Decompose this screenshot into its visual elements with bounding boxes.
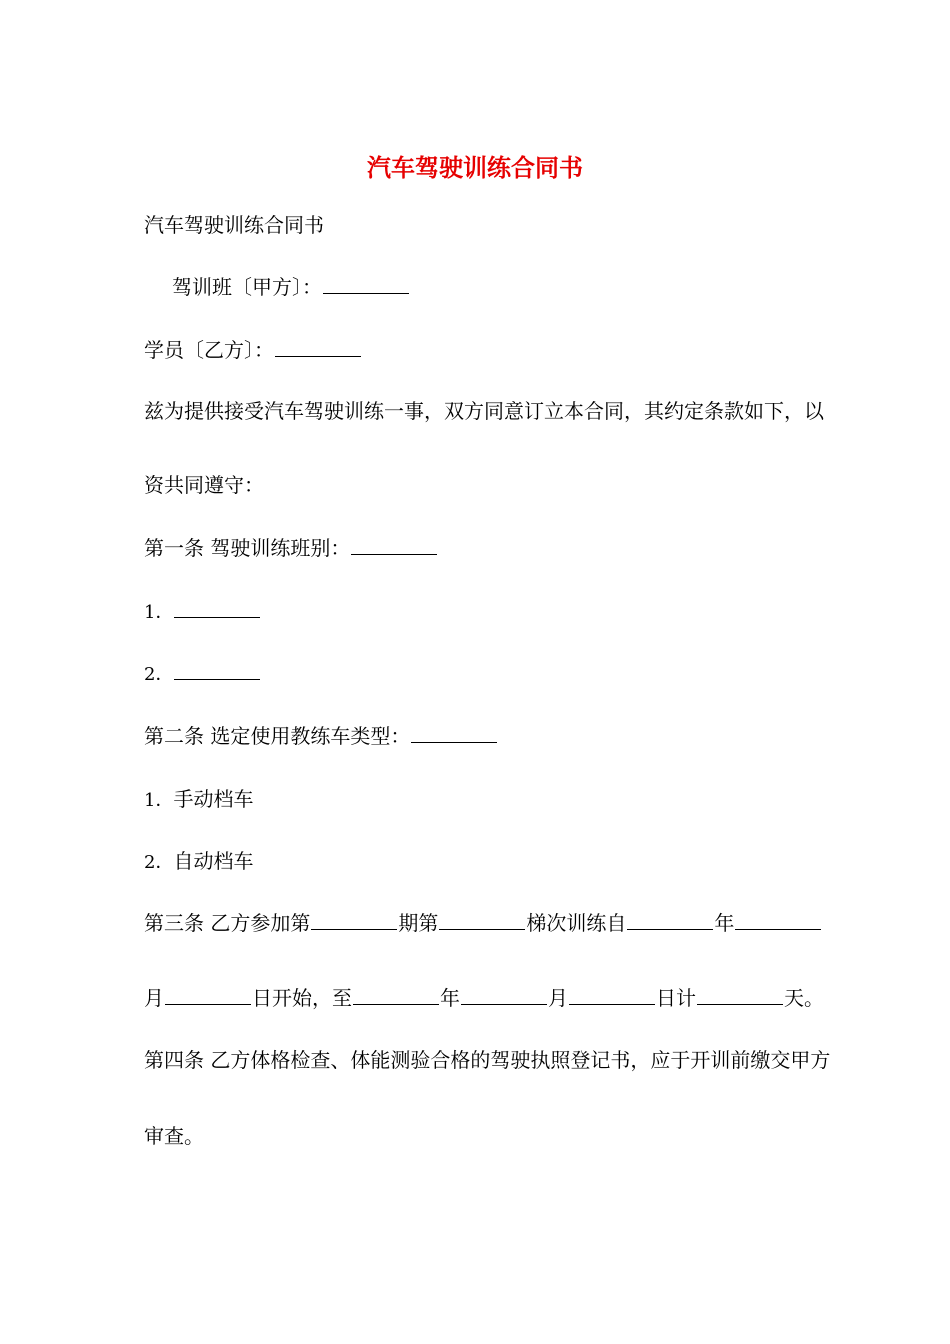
article-2-heading: 第二条 选定使用教练车类型：	[144, 724, 411, 748]
article-2-heading-line	[144, 722, 498, 750]
start-day-blank[interactable]	[165, 984, 251, 1005]
item-number: 2．	[144, 852, 174, 873]
article-1-blank[interactable]	[351, 534, 437, 555]
party-b-line	[144, 336, 362, 364]
party-a-blank[interactable]	[323, 273, 409, 294]
article-2-item-2	[144, 847, 253, 875]
article-2-blank[interactable]	[411, 722, 497, 743]
item-text: 手动档车	[173, 787, 254, 811]
intro-line-1: 兹为提供接受汽车驾驶训练一事，双方同意订立本合同，其约定条款如下，以	[144, 399, 824, 423]
article-3-line-1	[144, 909, 822, 937]
article-1-heading-line	[144, 534, 438, 562]
term-blank[interactable]	[311, 909, 397, 930]
text-segment: 年	[440, 986, 460, 1010]
text-segment: 月	[548, 986, 568, 1010]
article-1-heading: 第一条 驾驶训练班别：	[144, 536, 351, 560]
item-text: 自动档车	[173, 849, 254, 873]
item-number: 2．	[144, 664, 174, 685]
article-4-line-1: 第四条 乙方体格检查、体能测验合格的驾驶执照登记书，应于开训前缴交甲方	[144, 1048, 831, 1072]
article-1-item-2	[144, 659, 261, 687]
start-year-blank[interactable]	[627, 909, 713, 930]
document-subtitle: 汽车驾驶训练合同书	[144, 213, 324, 237]
batch-blank[interactable]	[439, 909, 525, 930]
article-1-item-2-blank[interactable]	[174, 659, 260, 680]
text-segment: 第三条 乙方参加第	[144, 911, 311, 935]
article-1-item-1-blank[interactable]	[174, 597, 260, 618]
text-segment: 年	[714, 911, 735, 935]
article-1-item-1	[144, 597, 261, 625]
end-month-blank[interactable]	[461, 984, 547, 1005]
text-segment: 天。	[784, 986, 824, 1010]
text-segment: 日开始，至	[252, 986, 352, 1010]
text-segment: 月	[144, 986, 164, 1010]
article-3-line-2	[144, 984, 824, 1012]
article-2-item-1	[144, 785, 253, 813]
start-month-blank[interactable]	[735, 909, 821, 930]
text-segment: 梯次训练自	[526, 911, 627, 935]
article-4-line-2: 审查。	[144, 1124, 204, 1148]
text-segment: 期第	[398, 911, 439, 935]
total-days-blank[interactable]	[697, 984, 783, 1005]
end-day-blank[interactable]	[569, 984, 655, 1005]
party-b-blank[interactable]	[275, 336, 361, 357]
text-segment: 日计	[656, 986, 696, 1010]
end-year-blank[interactable]	[353, 984, 439, 1005]
party-a-line	[172, 273, 410, 301]
party-b-label: 学员〔乙方〕：	[144, 338, 274, 362]
intro-line-2: 资共同遵守：	[144, 473, 264, 497]
party-a-label: 驾训班〔甲方〕：	[172, 275, 322, 299]
item-number: 1．	[144, 602, 174, 623]
item-number: 1．	[144, 790, 174, 811]
document-title: 汽车驾驶训练合同书	[367, 153, 583, 182]
